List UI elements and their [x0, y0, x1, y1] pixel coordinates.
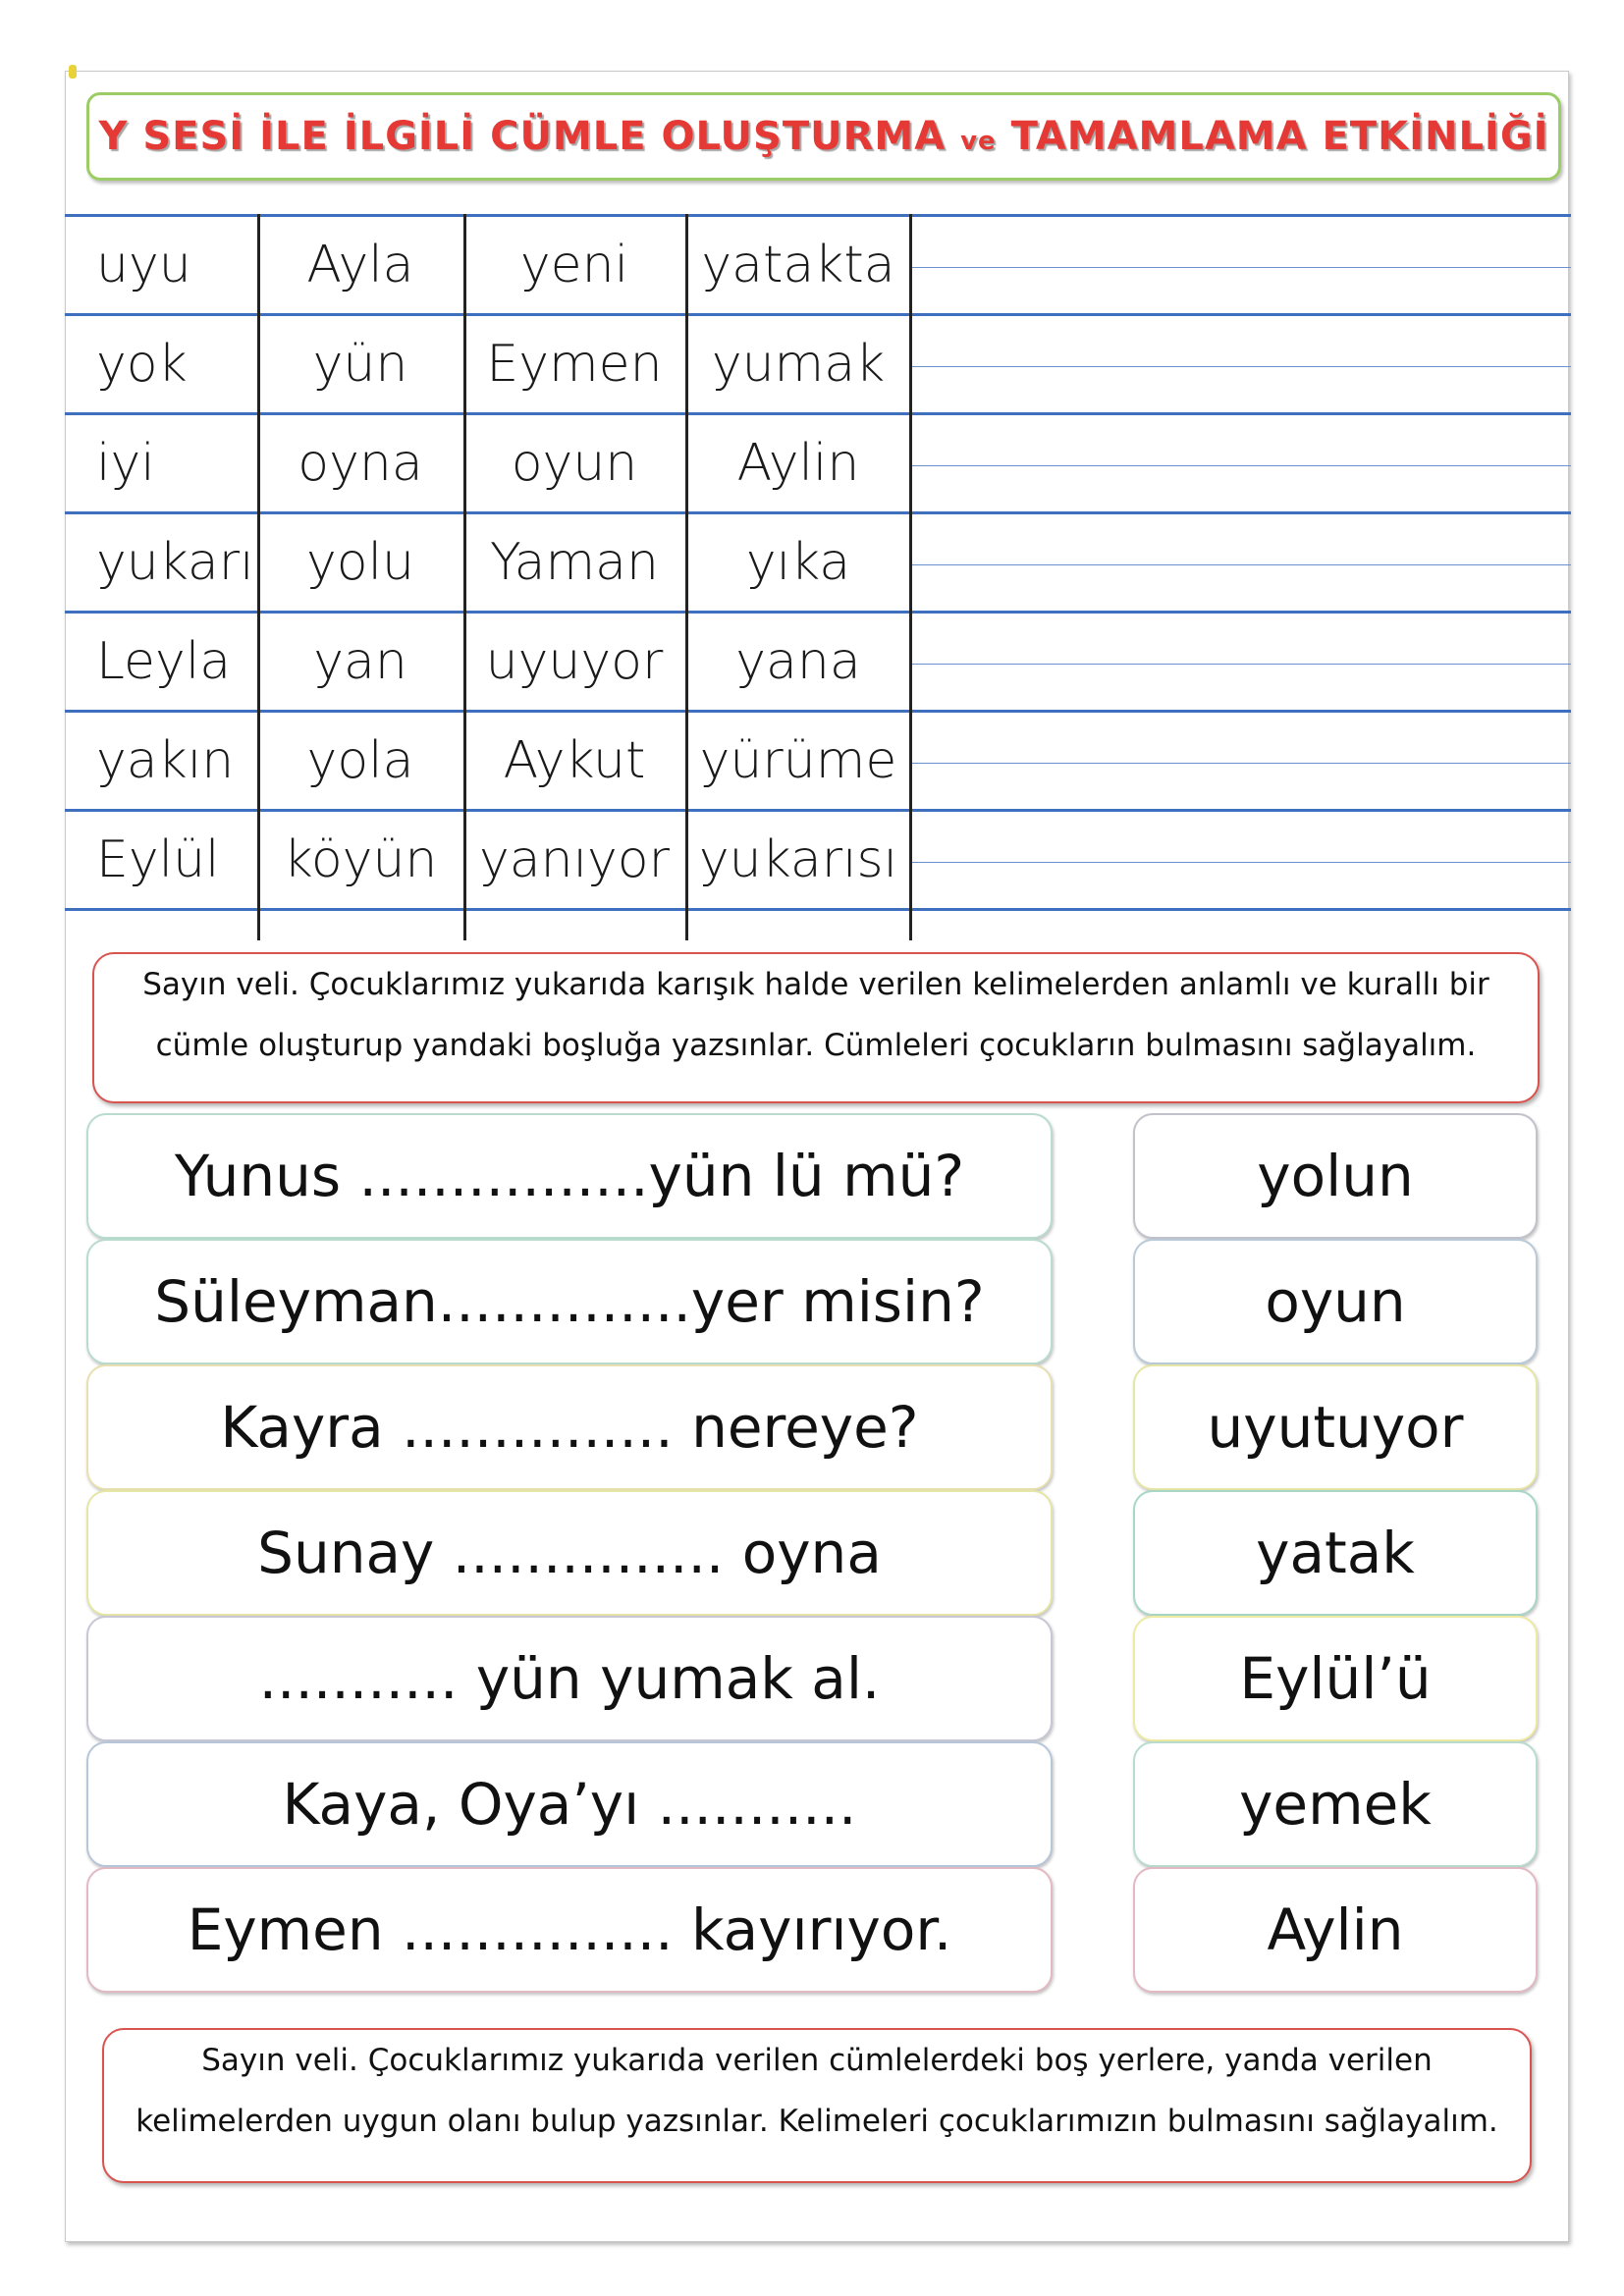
sentence-box: Kayra ............... nereye? [86, 1364, 1053, 1490]
answer-word-box: Eylül’ü [1133, 1616, 1538, 1741]
sentence-box: Kaya, Oya’yı ........... [86, 1741, 1053, 1867]
word-cell: yolu [306, 533, 414, 592]
title-main: Y SESİ İLE İLGİLİ CÜMLE OLUŞTURMA [98, 114, 947, 159]
word-cell: yumak [711, 335, 886, 394]
answer-word-box: yatak [1133, 1490, 1538, 1616]
note2-line1: Sayın veli. Çocuklarımız yukarıda verilen cümlelerdeki boş yerlere, yanda verilen [201, 2043, 1433, 2078]
answer-word-box: yolun [1133, 1113, 1538, 1239]
sentence-box: Sunay ............... oyna [86, 1490, 1053, 1616]
note1-line1: Sayın veli. Çocuklarımız yukarıda karışık halde verilen kelimelerden anlamlı ve kurallı bir [142, 967, 1489, 1002]
word-cell: yok [96, 335, 188, 394]
sentence-box: ........... yün yumak al. [86, 1616, 1053, 1741]
page-title [98, 114, 1548, 159]
writing-line [911, 267, 1571, 268]
word-cell: yatakta [701, 236, 895, 294]
answer-word-box: Aylin [1133, 1867, 1538, 1993]
word-cell: uyuyor [485, 632, 664, 691]
title-rest: TAMAMLAMA ETKİNLİĞİ [1010, 114, 1549, 159]
word-cell: oyna [298, 434, 423, 493]
note1-line2: cümle oluşturup yandaki boşluğa yazsınlar. Cümleleri çocukların bulmasını sağlayalım. [155, 1028, 1477, 1063]
word-cell: Leyla [96, 632, 232, 691]
answer-word-box: oyun [1133, 1239, 1538, 1364]
instruction-note-2 [102, 2028, 1532, 2183]
writing-line [911, 564, 1571, 565]
word-cell: Aykut [503, 731, 646, 790]
word-cell: Aylin [736, 434, 860, 493]
word-cell: oyun [511, 434, 638, 493]
writing-line [911, 763, 1571, 764]
word-cell: yeni [519, 236, 629, 294]
word-cell: Ayla [306, 236, 414, 294]
word-cell: iyi [96, 434, 155, 493]
writing-line [911, 664, 1571, 665]
word-cell: yürüme [699, 731, 897, 790]
word-cell: yana [735, 632, 861, 691]
word-cell: Yaman [490, 533, 659, 592]
word-cell: yukarı [96, 533, 254, 592]
writing-line [911, 366, 1571, 367]
word-cell: yün [312, 335, 408, 394]
word-cell: yola [306, 731, 414, 790]
answer-word-box: yemek [1133, 1741, 1538, 1867]
word-cell: Eymen [486, 335, 663, 394]
word-cell: Eylül [96, 830, 220, 889]
word-cell: yıka [745, 533, 851, 592]
word-cell: köyün [283, 830, 438, 889]
word-cell: yakın [96, 731, 235, 790]
title-ve: ve [960, 127, 997, 156]
title-banner [86, 92, 1561, 181]
word-cell: yukarısı [698, 830, 898, 889]
writing-line [911, 465, 1571, 466]
note2-line2: kelimelerden uygun olanı bulup yazsınlar. Kelimeleri çocuklarımızın bulmasını sağlayalım. [135, 2104, 1498, 2139]
word-cell: yan [313, 632, 407, 691]
writing-line [911, 862, 1571, 863]
word-table [65, 214, 1571, 940]
sentence-box: Eymen ............... kayırıyor. [86, 1867, 1053, 1993]
answer-word-box: uyutuyor [1133, 1364, 1538, 1490]
sentence-box: Süleyman..............yer misin? [86, 1239, 1053, 1364]
sentence-box: Yunus ................yün lü mü? [86, 1113, 1053, 1239]
word-cell: uyu [96, 236, 191, 294]
pin-icon [69, 65, 77, 79]
instruction-note-1 [92, 952, 1540, 1103]
word-cell: yanıyor [478, 830, 670, 889]
